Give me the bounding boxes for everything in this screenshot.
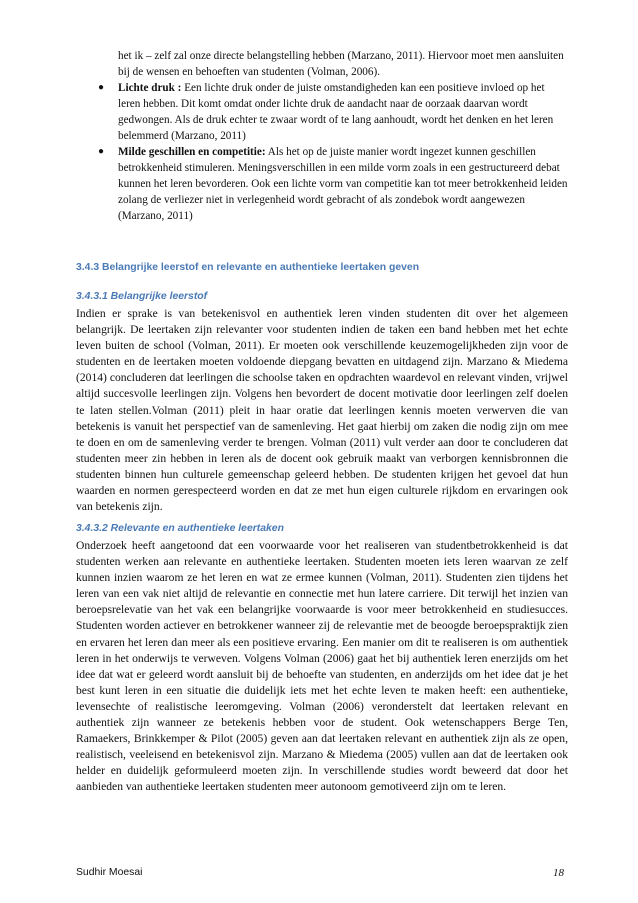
paragraph-belangrijke-leerstof: Indien er sprake is van betekenisvol en authentiek leren vinden studenten dit over het algemeen belangrijk. De leertaken zijn relevanter voor studenten indien de taken een band hebben met het echte leven buiten de school (Volman, 2011). Er moeten ook verschillende keuzemogelijkheden zijn voor de studenten en de leertaken moeten voldoende diepgang bevatten en uitdagend zijn. Marzano & Miedema (2014) concluderen dat leerlingen die schoolse taken en opdrachten waardevol en relevant vinden, vrijwel altijd succesvolle leerlingen zijn. Volgens hen bevordert de docent motivatie door leerlingen zelf doelen te laten stellen.Volman (2011) pleit in haar oratie dat leerlingen kennis moeten verwerven die van betekenis is vanuit het perspectief van de samenleving. Het gaat hierbij om zaken die nodig zijn om mee te doen en om de samenleving verder te brengen. Volman (2011) vult verder aan door te concluderen dat studenten meer zin hebben in leren als de docent ook gebruik maakt van verborgen kennisbronnen die studenten binnen hun culturele gemeenschap geleerd hebben. De studenten krijgen het gevoel dat hun waarden en normen gerespecteerd worden en dat ze met hun eigen culturele rijkdom en ervaringen ook van betekenis zijn. — [76, 307, 568, 514]
subsection-heading-belangrijke-leerstof: 3.4.3.1 Belangrijke leerstof — [76, 291, 208, 302]
page-number: 18 — [553, 867, 564, 879]
bullet-dot-icon: ● — [98, 146, 105, 157]
section-heading: 3.4.3 Belangrijke leerstof en relevante en authentieke leertaken geven — [76, 262, 420, 273]
bullet-label: Milde geschillen en competitie: — [118, 146, 266, 158]
continuation-text: het ik – zelf zal onze directe belangstelling hebben (Marzano, 2011). Hiervoor moet men aansluiten bij de wensen en behoeften van studenten (Volman, 2006). — [118, 50, 564, 78]
bullet-text: Als het op de juiste manier wordt ingezet kunnen geschillen betrokkenheid stimuleren. Meningsverschillen in een milde vorm zoals in een gestructureerd debat kunnen het leren bevorderen. Ook een lichte vorm van competitie kan tot meer betrokkenheid leiden zolang de verliezer niet in verlegenheid wordt gebracht of als zondebok wordt aangewezen (Marzano, 2011) — [118, 146, 568, 222]
bullet-label: Lichte druk : — [118, 82, 182, 94]
bullet-item-lichte-druk — [76, 80, 568, 144]
bullet-item-milde-geschillen — [76, 144, 568, 224]
bullet-list — [76, 48, 568, 224]
bullet-dot-icon: ● — [98, 82, 105, 93]
subsection-heading-relevante-leertaken: 3.4.3.2 Relevante en authentieke leertaken — [76, 523, 284, 534]
bullet-text: Een lichte druk onder de juiste omstandigheden kan een positieve invloed op het leren hebben. Dit komt omdat onder lichte druk de aandacht naar de oorzaak daarvan wordt gedwongen. Als de druk echter te zwaar wordt of te lang aanhoudt, wordt het denken en het leren belemmerd (Marzano, 2011) — [118, 82, 554, 142]
paragraph-relevante-leertaken: Onderzoek heeft aangetoond dat een voorwaarde voor het realiseren van studentbetrokkenheid is dat studenten werken aan relevante en authentieke leertaken. Studenten moeten iets leren waarvan ze zelf kunnen inzien waarom ze het leren en wat ze ermee kunnen (Volman, 2011). Studenten zien tijdens het leren van een vak niet altijd de relevantie en connectie met hun latere carriere. Dit terwijl het inzien van beroepsrelevatie van het vak een belangrijke voorwaarde is voor meer betrokkenheid en studiesucces. Studenten worden actiever en betrokkener wanneer zij de relevantie met de beoogde beroepspraktijk zien en ervaren het leren dan meer als een positieve ervaring. Een manier om dit te realiseren is om authentiek leren in het onderwijs te verweven. Volgens Volman (2006) gaat het bij authentiek leren enerzijds om het idee dat wat er geleerd wordt aansluit bij de behoefte van studenten, en anderzijds om het idee dat je het best kunt leren in een situatie die duidelijk iets met het echte leven te maken heeft: een authentieke, levensechte of realistische leeromgeving. Volman (2006) veronderstelt dat leertaken relevant en authentiek zijn wanneer ze betekenis hebben voor de student. Ook wetenschappers Berge Ten, Ramaekers, Brinkkemper & Pilot (2005) geven aan dat leertaken relevant en authentiek zijn als ze open, realistisch, veeleisend en betekenisvol zijn. Marzano & Miedema (2005) vullen aan dat de leertaken ook helder en duidelijk geformuleerd moeten zijn. In verschillende studies wordt beweerd dat door het aanbieden van authentieke leertaken studenten meer autonoom gemotiveerd zijn om te leren. — [76, 539, 568, 794]
page-footer — [76, 867, 564, 879]
footer-author: Sudhir Moesai — [76, 867, 143, 878]
